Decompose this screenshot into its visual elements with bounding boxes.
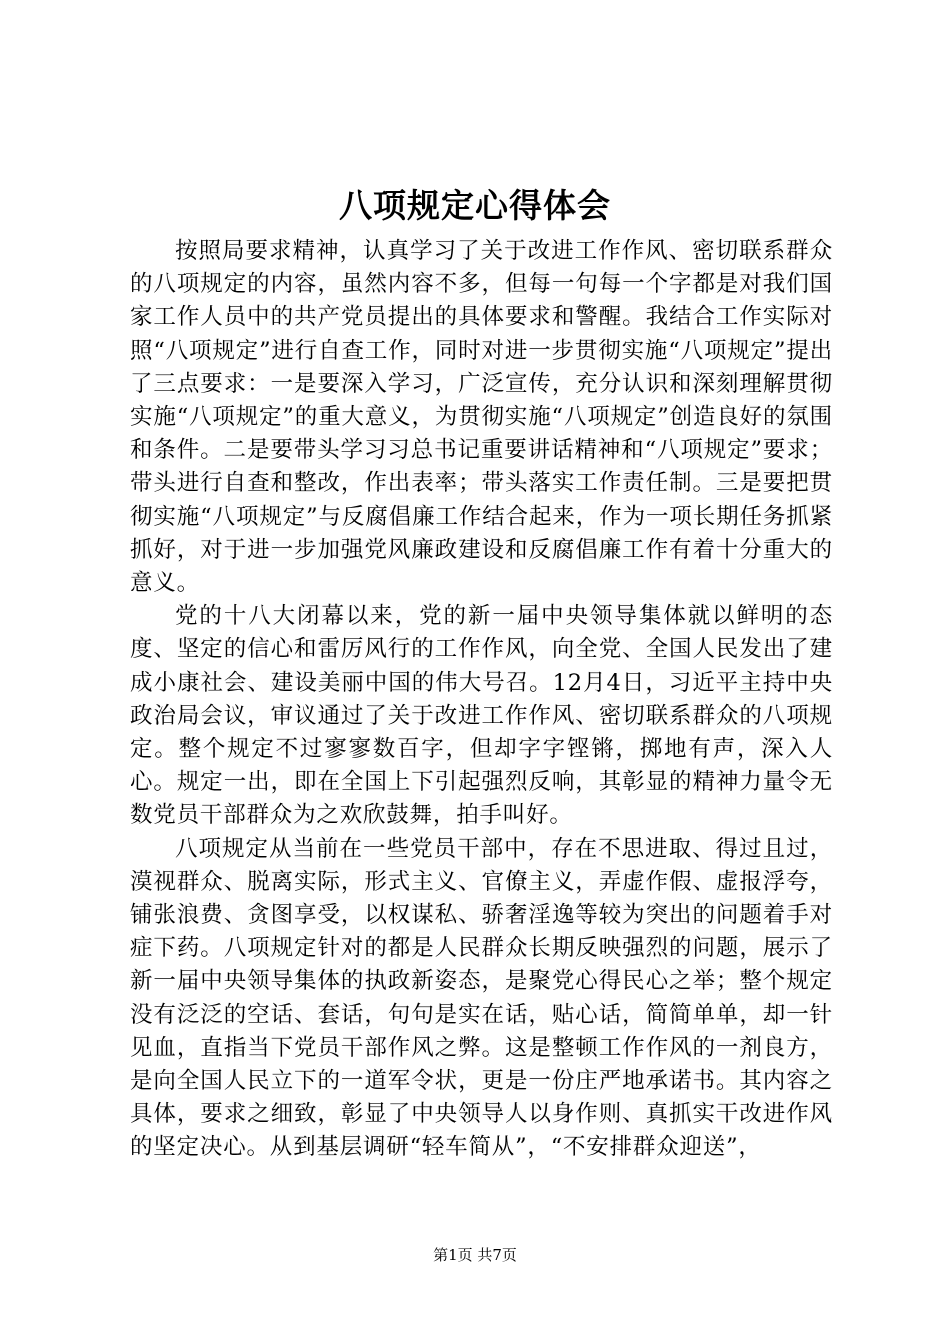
paragraph-3: 八项规定从当前在一些党员干部中，存在不思进取、得过且过，漠视群众、脱离实际，形式主义、官僚主义，弄虚作假、虚报浮夸，铺张浪费、贪图享受，以权谋私、骄奢淫逸等较为突出的问题着手对症下药。八项规定针对的都是人民群众长期反映强烈的问题，展示了新一届中央领导集体的执政新姿态，是聚党心得民心之举；整个规定没有泛泛的空话、套话，句句是实在话，贴心话，简简单单，却一针见血，直指当下党员干部作风之弊。这是整顿工作作风的一剂良方，是向全国人民立下的一道军令状，更是一份庄严地承诺书。其内容之具体，要求之细致，彰显了中央领导人以身作则、真抓实干改进作风的坚定决心。从到基层调研“轻车简从”，“不安排群众迎送”， (130, 835, 833, 1161)
paragraph-1: 按照局要求精神，认真学习了关于改进工作作风、密切联系群众的八项规定的内容，虽然内容不多，但每一句每一个字都是对我们国家工作人员中的共产党员提出的具体要求和警醒。我结合工作实际对照“八项规定”进行自查工作，同时对进一步贯彻实施“八项规定”提出了三点要求：一是要深入学习，广泛宣传，充分认识和深刻理解贯彻实施“八项规定”的重大意义，为贯彻实施“八项规定”创造良好的氛围和条件。二是要带头学习习总书记重要讲话精神和“八项规定”要求；带头进行自查和整改，作出表率；带头落实工作责任制。三是要把贯彻实施“八项规定”与反腐倡廉工作结合起来，作为一项长期任务抓紧抓好，对于进一步加强党风廉政建设和反腐倡廉工作有着十分重大的意义。 (130, 238, 833, 597)
document-title: 八项规定心得体会 (339, 186, 611, 225)
paragraph-2: 党的十八大闭幕以来，党的新一届中央领导集体就以鲜明的态度、坚定的信心和雷厉风行的工作作风，向全党、全国人民发出了建成小康社会、建设美丽中国的伟大号召。12月4日，习近平主持中央政治局会议，审议通过了关于改进工作作风、密切联系群众的八项规定。整个规定不过寥寥数百字，但却字字铿锵，掷地有声，深入人心。规定一出，即在全国上下引起强烈反响，其彰显的精神力量令无数党员干部群众为之欢欣鼓舞，拍手叫好。 (130, 603, 833, 829)
document-body (130, 235, 833, 1165)
page-number-footer: 第1页 共7页 (433, 1246, 517, 1264)
